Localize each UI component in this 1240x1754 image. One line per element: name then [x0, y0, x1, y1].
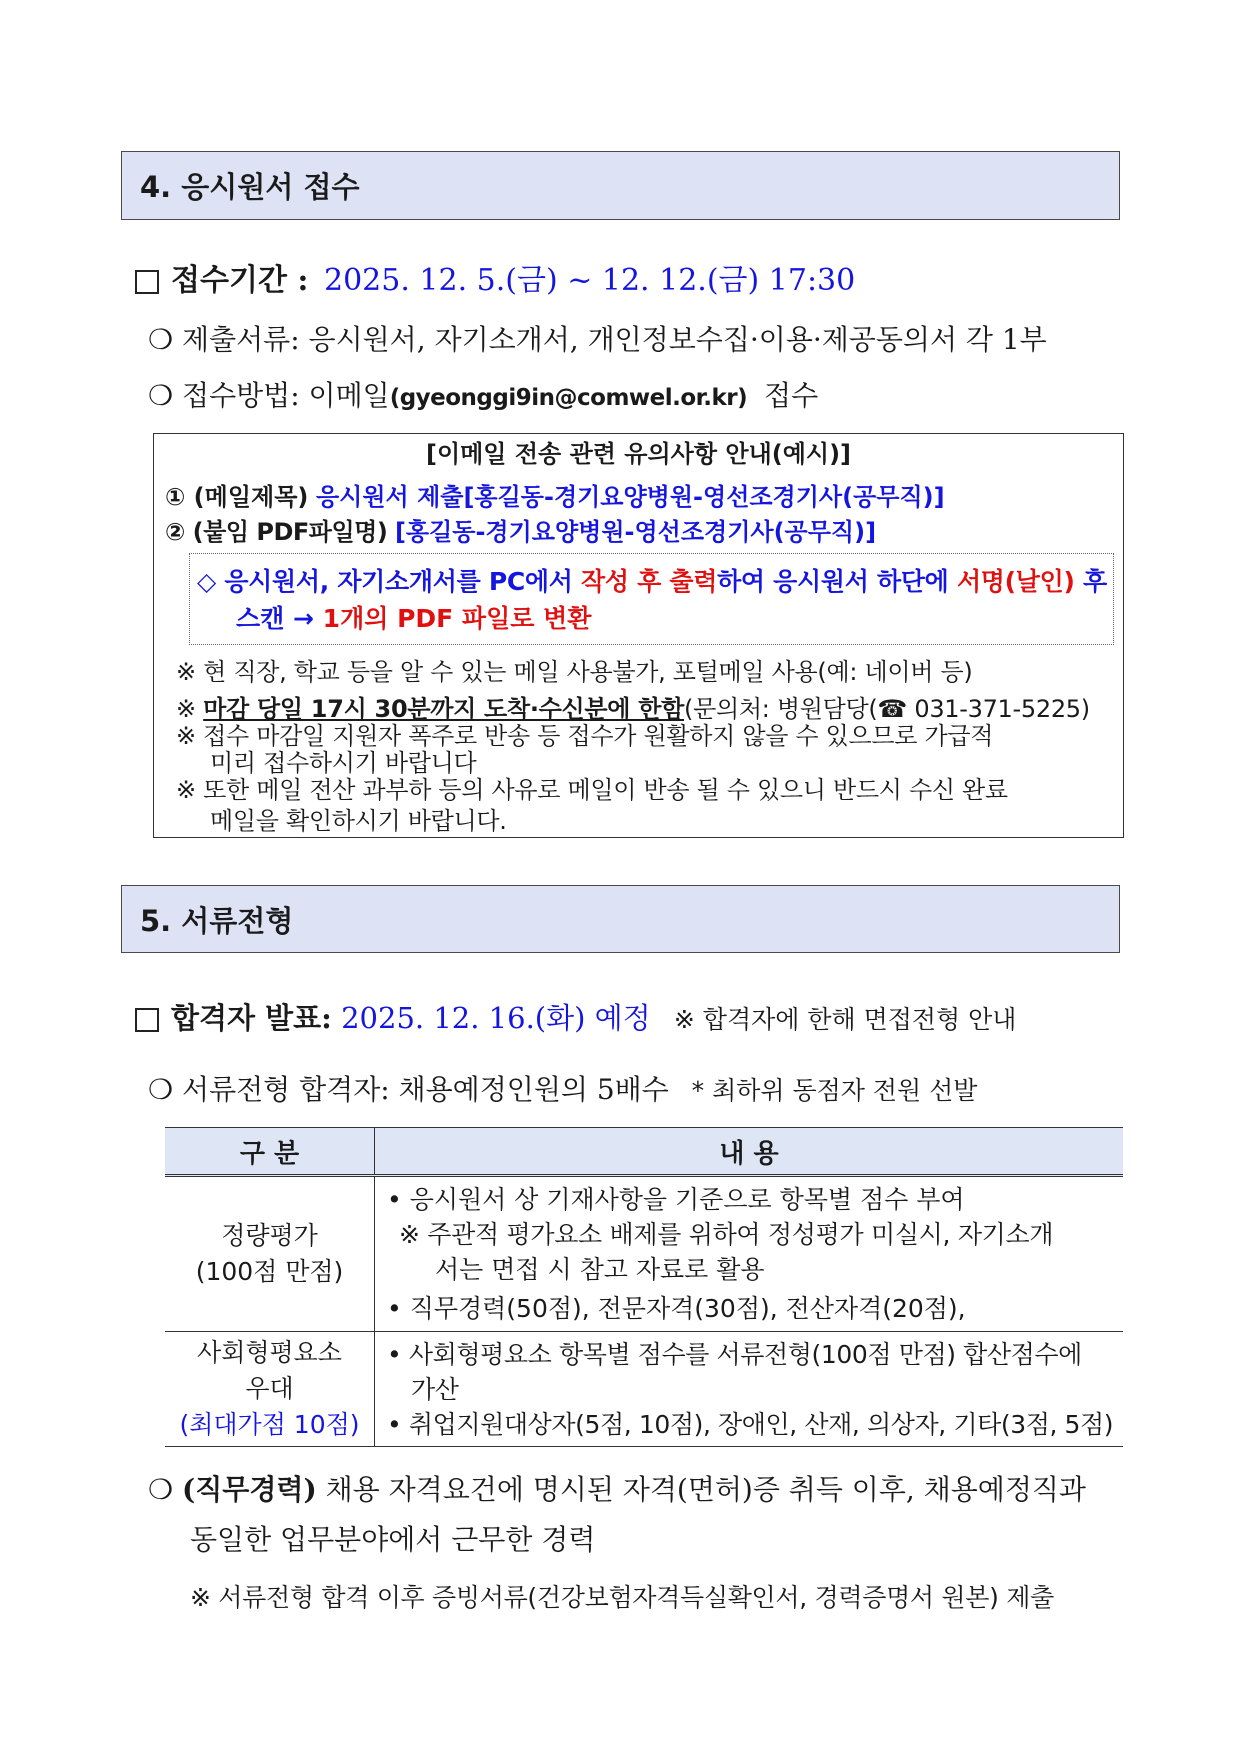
announce-line: 합격자 발표: 2025. 12. 16.(화) 예정 ※ 합격자에 한해 면접전형 안내	[135, 996, 1016, 1037]
email-address: (gyeonggi9in@comwel.or.kr)	[389, 385, 748, 411]
row-label: 정량평가 (100점 만점)	[165, 1176, 375, 1332]
notice-note-3: ※ 접수 마감일 지원자 폭주로 반송 등 접수가 원활하지 않을 수 있으므로 가급적 미리 접수하시기 바랍니다	[176, 722, 994, 777]
row-label: 사회형평요소 우대 (최대가점 10점)	[165, 1332, 375, 1447]
notice-item-1: ① (메일제목) 응시원서 제출[홍길동-경기요양병원-영선조경기사(공무직)]	[165, 483, 945, 511]
career-line-2: 동일한 업무분야에서 근무한 경력	[190, 1523, 596, 1556]
table-row	[165, 1176, 1123, 1332]
row-content: • 사회형평요소 항목별 점수를 서류전형(100점 만점) 합산점수에 가산 • 취업지원대상자(5점, 10점), 장애인, 산재, 의상자, 기타(3점, 5점)	[375, 1332, 1124, 1447]
career-note: ※ 서류전형 합격 이후 증빙서류(건강보험자격득실확인서, 경력증명서 원본) 제출	[190, 1583, 1054, 1612]
row-content: • 응시원서 상 기재사항을 기준으로 항목별 점수 부여 ※ 주관적 평가요소 배제를 위하여 정성평가 미실시, 자기소개 서는 면접 시 참고 자료로 활용 • 직무경력(50점), 전문자격(30점), 전산자격(20점),	[375, 1176, 1124, 1332]
period-line: 접수기간 : 2025. 12. 5.(금) ~ 12. 12.(금) 17:30	[135, 255, 855, 299]
notice-note-1: ※ 현 직장, 학교 등을 알 수 있는 메일 사용불가, 포털메일 사용(예: 네이버 등)	[176, 658, 973, 686]
pdf-instruction-line-1: ◇ 응시원서, 자기소개서를 PC에서 작성 후 출력하여 응시원서 하단에 서명(날인) 후	[197, 567, 1107, 596]
reference-mark-icon: ※	[176, 695, 196, 723]
pdf-instruction-line-2: 스캔 → 1개의 PDF 파일로 변환	[236, 604, 592, 633]
method-line: ❍ 접수방법: 이메일(gyeonggi9in@comwel.or.kr) 접수	[148, 379, 819, 412]
header-content: 내 용	[375, 1128, 1124, 1176]
section-4-heading: 4. 응시원서 접수	[121, 151, 1120, 220]
notice-note-4: ※ 또한 메일 전산 과부하 등의 사유로 메일이 반송 될 수 있으니 반드시 수신 완료 메일을 확인하시기 바랍니다.	[176, 776, 1008, 835]
notice-title: [이메일 전송 관련 유의사항 안내(예시)]	[425, 440, 852, 468]
section-5-heading: 5. 서류전형	[121, 885, 1120, 953]
notice-item-2: ② (붙임 PDF파일명) [홍길동-경기요양병원-영선조경기사(공무직)]	[165, 518, 877, 546]
table-header-row	[165, 1128, 1123, 1176]
circle-bullet-icon: ❍	[148, 1473, 174, 1506]
notice-note-2: ※ 마감 당일 17시 30분까지 도착·수신분에 한함(문의처: 병원담당(☎ 031-371-5225)	[176, 695, 1090, 723]
table-row	[165, 1332, 1123, 1447]
checkbox-square-icon	[135, 1008, 159, 1032]
evaluation-table	[165, 1127, 1123, 1447]
circle-bullet-icon: ❍	[148, 1073, 174, 1106]
circle-bullet-icon: ❍	[148, 323, 174, 356]
career-line-1: ❍ (직무경력) 채용 자격요건에 명시된 자격(면허)증 취득 이후, 채용예정직과	[148, 1473, 1086, 1506]
circle-bullet-icon: ❍	[148, 379, 174, 412]
passers-line: ❍ 서류전형 합격자: 채용예정인원의 5배수 * 최하위 동점자 전원 선발	[148, 1073, 978, 1106]
header-category: 구 분	[165, 1128, 375, 1176]
documents-line: ❍ 제출서류: 응시원서, 자기소개서, 개인정보수집·이용·제공동의서 각 1부	[148, 323, 1047, 356]
checkbox-square-icon	[135, 270, 159, 294]
